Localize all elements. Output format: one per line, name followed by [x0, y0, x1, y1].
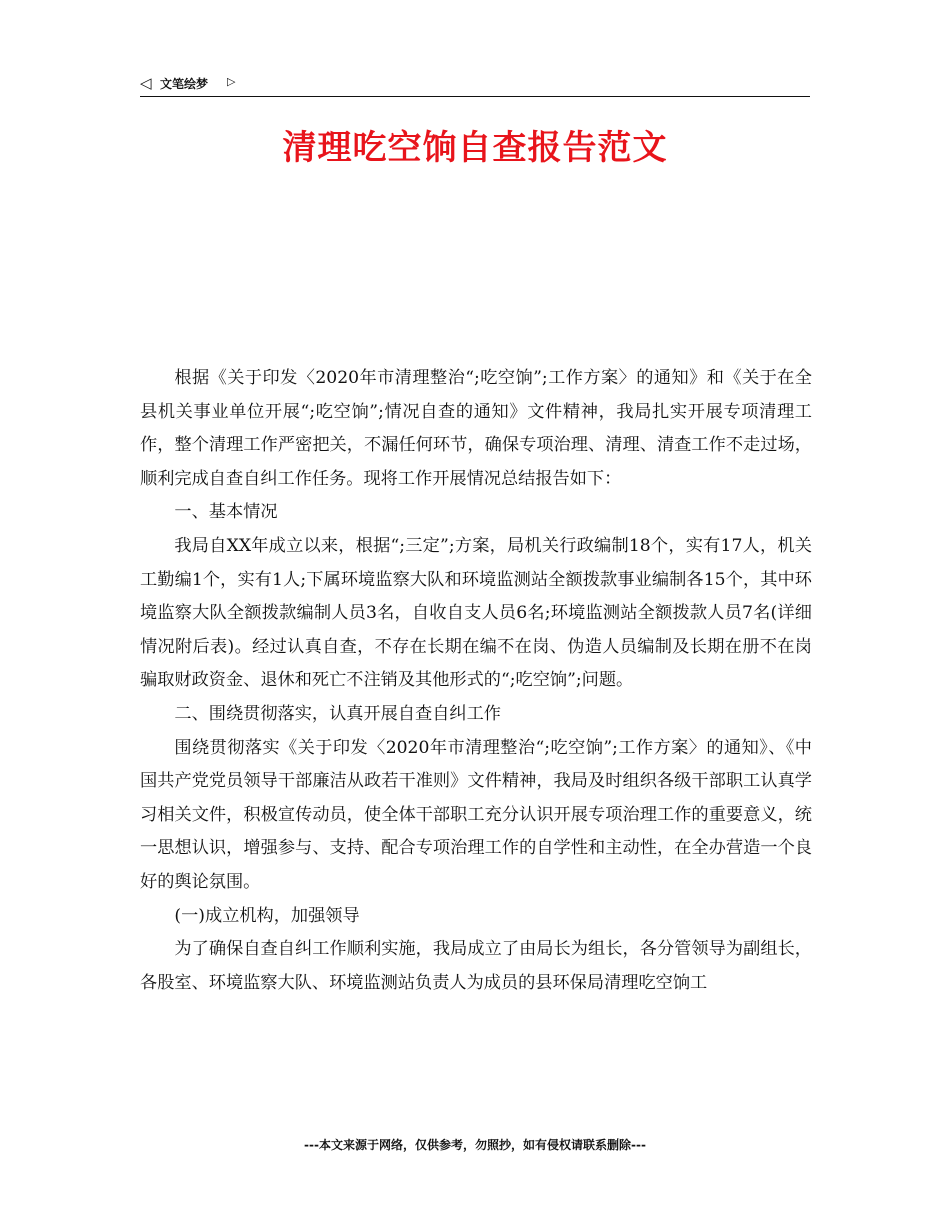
self-inspection-paragraph: 围绕贯彻落实《关于印发〈2020年市清理整治“;吃空饷”;工作方案〉的通知》、《中国共产党党员领导干部廉洁从政若干准则》文件精神，我局及时组织各级干部职工认真学习相关文件，积极宣传动员，使全体干部职工充分认识开展专项治理工作的重要意义，统一思想认识，增强参与、支持、配合专项治理工作的自学性和主动性，在全办营造一个良好的舆论氛围。 — [140, 737, 812, 892]
document-body — [140, 362, 812, 1000]
page-header — [140, 74, 810, 97]
section-heading-self-inspection: 二、围绕贯彻落实，认真开展自查自纠工作 — [174, 703, 501, 724]
footer-disclaimer: ---本文来源于网络，仅供参考，勿照抄，如有侵权请联系删除--- — [304, 1138, 646, 1152]
organization-paragraph: 为了确保自查自纠工作顺利实施，我局成立了由局长为组长，各分管领导为副组长，各股室、环境监察大队、环境监测站负责人为成员的县环保局清理吃空饷工 — [140, 939, 812, 993]
subsection-heading-organization: (一)成立机构，加强领导 — [174, 905, 360, 926]
header-brand: 文笔绘梦 — [160, 77, 209, 91]
intro-paragraph: 根据《关于印发〈2020年市清理整治“;吃空饷”;工作方案〉的通知》和《关于在全县机关事业单位开展“;吃空饷”;情况自查的通知》文件精神，我局扎实开展专项清理工作，整个清理工作严密把关，不漏任何环节，确保专项治理、清理、清查工作不走过场，顺利完成自查自纠工作任务。现将工作开展情况总结报告如下： — [140, 368, 812, 489]
document-title: 清理吃空饷自查报告范文 — [282, 128, 668, 168]
basic-situation-paragraph: 我局自XX年成立以来，根据“;三定”;方案，局机关行政编制18个，实有17人，机关工勤编1个，实有1人;下属环境监察大队和环境监测站全额拨款事业编制各15个，其中环境监察大队全额拨款编制人员3名，自收自支人员6名;环境监测站全额拨款人员7名(详细情况附后表)。经过认真自查，不存在长期在编不在岗、伪造人员编制及长期在册不在岗骗取财政资金、退休和死亡不注销及其他形式的“;吃空饷”;问题。 — [140, 535, 812, 691]
triangle-left-icon: ◁ — [140, 74, 152, 92]
triangle-right-icon: ▷ — [227, 75, 236, 88]
section-heading-basic-situation: 一、基本情况 — [174, 502, 278, 523]
